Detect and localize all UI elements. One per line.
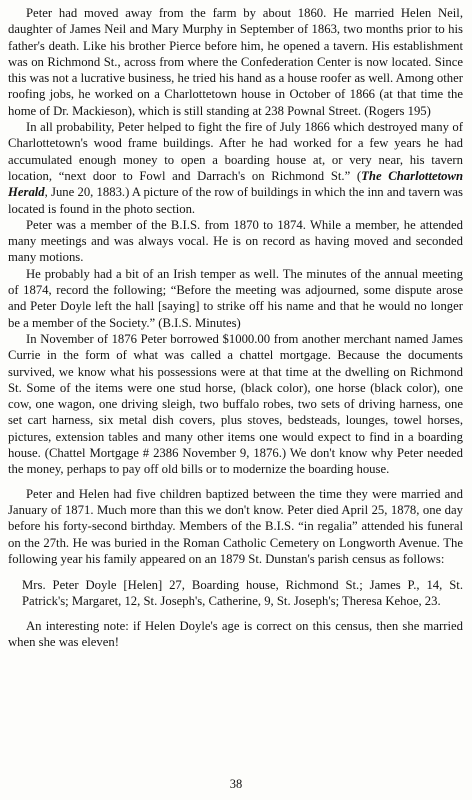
paragraph-fire-text-after: , June 20, 1883.) A picture of the row of buildings in which the inn and tavern was located is found in the photo section. bbox=[8, 185, 463, 216]
paragraph-peter-moved: Peter had moved away from the farm by about 1860. He married Helen Neil, daughter of James Neil and Mary Murphy in September of 1863, two months prior to his father's death. Like his brother Pierce before him, he opened a tavern. His establishment was on Richmond St., across from where the Confederation Center is now located. Since this was not a lucrative business, he tried his hand as a house roofer as well. Among other roofing jobs, he worked on a Charlottetown house in October of 1866 (at that time the home of Dr. Mackieson), which is still standing at 238 Pownal Street. (Rogers 195) bbox=[8, 6, 463, 118]
paragraph-irish-temper: He probably had a bit of an Irish temper as well. The minutes of the annual meeting of 1874, record the following; “Before the meeting was adjourned, some dispute arose and Peter Doyle left the hall [saying] to strike off his name and that he would no longer be a member of the Society.” (B.I.S. Minutes) bbox=[8, 266, 463, 330]
paragraph-children-and-death: Peter and Helen had five children baptized between the time they were married and January of 1871. Much more than this we don't know. Peter died April 25, 1878, one day before his forty-second birthday. Members of the B.I.S. “in regalia” attended his funeral on the 27th. He was buried in the Roman Catholic Cemetery on Longworth Avenue. The following year his family appeared on an 1879 St. Dunstan's parish census as follows: bbox=[8, 486, 463, 566]
paragraph-bis-member: Peter was a member of the B.I.S. from 1870 to 1874. While a member, he attended many meetings and was always vocal. He is on record as having moved and seconded many motions. bbox=[8, 217, 463, 265]
paragraph-chattel-mortgage: In November of 1876 Peter borrowed $1000.00 from another merchant named James Currie in the form of what was called a chattel mortgage. Because the documents survived, we know what his possessions were at that time at the dwelling on Richmond St. Some of the items were one stud horse, (black color), one horse (black color), one cow, one wagon, one driving sleigh, two buffalo robes, two sets of driving harness, one set cart harness, six metal dish covers, plus stoves, bedsteads, lounges, towel horses, pictures, extension tables and many other items one would expect to find in a boarding house. (Chattel Mortgage # 2386 November 9, 1876.) We don't know why Peter needed the money, perhaps to pay off old bills or to modernize the boarding house. bbox=[8, 331, 463, 477]
paragraph-fire-and-boarding-house bbox=[8, 119, 463, 217]
census-entry: Mrs. Peter Doyle [Helen] 27, Boarding house, Richmond St.; James P., 14, St. Patrick's; Margaret, 12, St. Joseph's, Catherine, 9, St. Joseph's; Theresa Kehoe, 23. bbox=[22, 578, 463, 609]
paragraph-interesting-note: An interesting note: if Helen Doyle's age is correct on this census, then she married when she was eleven! bbox=[8, 618, 463, 649]
paragraph-fire-text-before: In all probability, Peter helped to fight the fire of July 1866 which destroyed many of Charlottetown's wood frame buildings. After he had worked for a few years he had accumulated enough money to open a boarding house at, or very near, his tavern location, “next door to Fowl and Darrach's on Richmond St.” ( bbox=[8, 120, 463, 183]
page-number: 38 bbox=[229, 777, 243, 791]
newspaper-source-title: The Charlottetown Herald bbox=[8, 168, 464, 200]
